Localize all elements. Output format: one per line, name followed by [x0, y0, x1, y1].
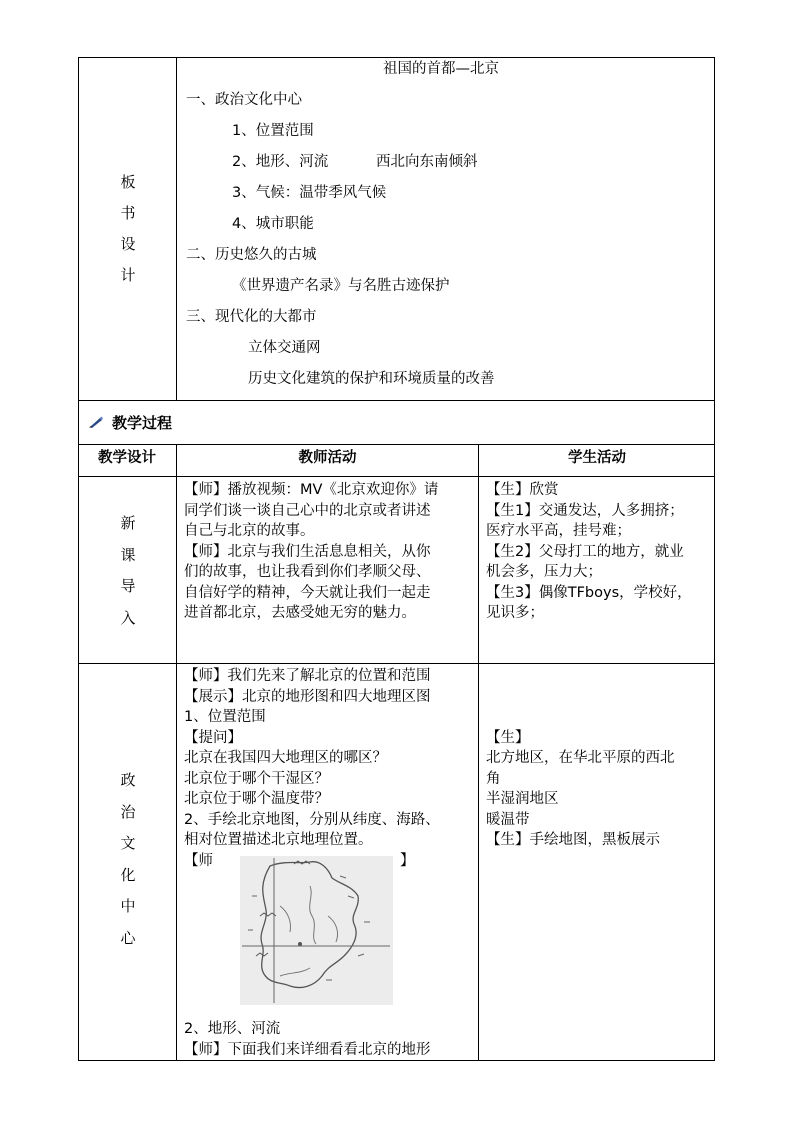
divider: [78, 444, 715, 445]
board-line: 立体交通网: [248, 340, 321, 356]
teacher-line: 们的故事，也让我看到你们孝顺父母、: [184, 564, 431, 580]
label-char: 入: [120, 608, 136, 627]
row-intro-label: [113, 508, 143, 634]
label-char: 导: [120, 577, 136, 595]
board-side-label: [113, 167, 143, 291]
student-line: 医疗水平高，挂号难；: [486, 523, 631, 539]
label-char: 新: [120, 514, 136, 532]
teacher-line: 【师】播放视频：MV《北京欢迎你》请: [184, 482, 439, 498]
teacher-line: 自信好学的精神，今天就让我们一起走: [184, 584, 431, 601]
board-line: 2、地形、河流: [232, 154, 329, 170]
divider: [78, 476, 715, 477]
student-line: 【生】: [486, 729, 530, 746]
student-line: 半湿润地区: [486, 791, 559, 807]
divider: [478, 444, 479, 1061]
board-title: 祖国的首都—北京: [383, 61, 499, 77]
student-line: 角: [486, 770, 501, 787]
student-line: 【生2】父母打工的地方，就业: [486, 543, 684, 560]
board-line: 3、气候：温带季风气候: [232, 185, 387, 201]
teacher-line: 1、位置范围: [184, 709, 266, 725]
label-char: 化: [120, 865, 136, 884]
teacher-line: 【展示】北京的地形图和四大地理区图: [184, 688, 431, 705]
header-teacher: 教师活动: [298, 450, 357, 466]
board-line: 《世界遗产名录》与名胜古迹保护: [232, 278, 450, 294]
label-char: 政: [120, 771, 136, 789]
label-char: 治: [120, 802, 136, 821]
label-char: 计: [120, 266, 136, 284]
teacher-bracket-open: 【师: [184, 852, 213, 869]
teacher-line: 【提问】: [184, 729, 242, 746]
header-student: 学生活动: [568, 450, 626, 466]
student-line: 北方地区，在华北平原的西北: [486, 750, 675, 766]
board-line: 1、位置范围: [232, 123, 314, 139]
label-char: 书: [120, 204, 136, 222]
teacher-line: 2、手绘北京地图，分别从纬度、海路、: [184, 811, 440, 828]
teacher-line: 进首都北京，去感受她无穷的魅力。: [184, 605, 416, 621]
beijing-sketch-map: [240, 856, 393, 1005]
teacher-line: 同学们谈一谈自己心中的北京或者讲述: [184, 502, 431, 519]
divider: [176, 444, 177, 1061]
teacher-line: 北京位于哪个温度带？: [184, 791, 329, 807]
label-char: 中: [120, 897, 136, 915]
student-line: 【生】手绘地图，黑板展示: [486, 832, 660, 848]
teacher-line: 【师】北京与我们生活息息相关，从你: [184, 543, 431, 560]
student-line: 【生3】偶像TFboys，学校好，: [486, 584, 692, 601]
board-line: 二、历史悠久的古城: [186, 247, 317, 263]
teacher-line: 【师】下面我们来详细看看北京的地形: [184, 1041, 431, 1058]
teacher-line: 自己与北京的故事。: [184, 523, 315, 539]
board-line: 历史文化建筑的保护和环境质量的改善: [248, 371, 495, 387]
pen-icon: [88, 414, 104, 428]
teacher-line: 相对位置描述北京地理位置。: [184, 832, 373, 848]
divider: [78, 400, 715, 401]
label-char: 设: [120, 235, 136, 253]
header-design: 教学设计: [98, 450, 156, 466]
divider: [78, 663, 715, 664]
student-line: 见识多；: [486, 605, 544, 621]
divider: [176, 57, 177, 400]
label-char: 文: [120, 834, 136, 852]
student-line: 【生1】交通发达，人多拥挤；: [486, 502, 684, 519]
teacher-line: 2、地形、河流: [184, 1021, 281, 1037]
row-politics-label: [113, 765, 143, 954]
board-line: 三、现代化的大都市: [186, 309, 317, 325]
student-line: 【生】欣赏: [486, 482, 559, 498]
board-tilt-note: 西北向东南倾斜: [376, 154, 478, 170]
teacher-bracket-close: 】: [400, 852, 415, 869]
teacher-line: 北京在我国四大地理区的哪区？: [184, 750, 387, 766]
teacher-line: 【师】我们先来了解北京的位置和范围: [184, 668, 431, 684]
label-char: 课: [120, 545, 136, 564]
student-line: 机会多，压力大；: [486, 564, 602, 580]
board-line: 4、城市职能: [232, 216, 314, 232]
process-title: 教学过程: [112, 414, 173, 432]
label-char: 心: [120, 928, 136, 947]
label-char: 板: [120, 173, 136, 191]
student-line: 暖温带: [486, 811, 530, 828]
board-line: 一、政治文化中心: [186, 92, 302, 108]
teacher-line: 北京位于哪个干湿区？: [184, 770, 329, 787]
